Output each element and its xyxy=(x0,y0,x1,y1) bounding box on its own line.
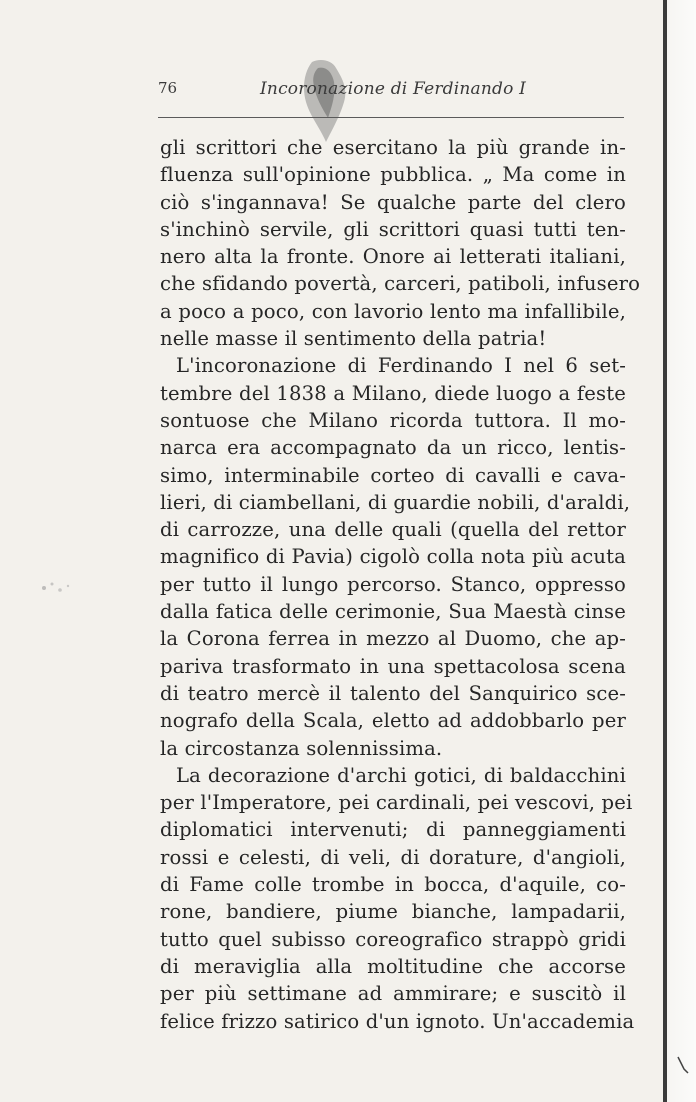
text-line: per tutto il lungo percorso. Stanco, oppresso xyxy=(160,572,626,596)
text-line: nografo della Scala, eletto ad addobbarlo per xyxy=(160,709,626,733)
text-line: di carrozze, una delle quali (quella del rettor xyxy=(160,518,626,542)
binding-edge xyxy=(663,0,696,1102)
body-text xyxy=(160,134,641,1035)
text-line: che sfidando povertà, carceri, patiboli, infusero xyxy=(160,272,641,296)
text-line: di meraviglia alla moltitudine che accorse xyxy=(160,954,626,978)
text-line: felice frizzo satirico d'un ignoto. Un'accademia xyxy=(160,1009,635,1033)
text-line: tutto quel subisso coreografico strappò gridi xyxy=(160,927,626,951)
text-line: di Fame colle trombe in bocca, d'aquile, co- xyxy=(160,873,626,897)
text-line: magnifico di Pavia) cigolò colla nota più acuta xyxy=(160,545,626,569)
paragraph-start-line: L'incoronazione di Ferdinando I nel 6 set- xyxy=(176,354,626,378)
text-line: tembre del 1838 a Milano, diede luogo a feste xyxy=(160,381,626,405)
text-line: nero alta la fronte. Onore ai letterati italiani, xyxy=(160,245,626,269)
page-number: 76 xyxy=(158,79,178,97)
text-line: s'inchinò servile, gli scrittori quasi tutti ten- xyxy=(160,217,626,241)
text-line: lieri, di ciambellani, di guardie nobili, d'araldi, xyxy=(160,490,631,514)
paper-speck xyxy=(32,574,78,600)
header-rule xyxy=(158,117,624,118)
text-line: per l'Imperatore, pei cardinali, pei vescovi, pei xyxy=(160,791,633,815)
text-line: fluenza sull'opinione pubblica. „ Ma come in xyxy=(160,163,626,187)
running-title: Incoronazione di Ferdinando I xyxy=(260,79,527,99)
text-line: nelle masse il sentimento della patria! xyxy=(160,327,547,351)
text-line: diplomatici intervenuti; di panneggiamenti xyxy=(160,818,626,842)
text-line: rossi e celesti, di veli, di dorature, d'angioli, xyxy=(160,845,626,869)
text-line: rone, bandiere, piume bianche, lampadarii, xyxy=(160,900,626,924)
running-header xyxy=(158,76,624,102)
text-line: ciò s'ingannava! Se qualche parte del clero xyxy=(160,190,626,214)
text-line: di teatro mercè il talento del Sanquirico sce- xyxy=(160,681,626,705)
text-line: a poco a poco, con lavorio lento ma infallibile, xyxy=(160,299,626,323)
text-line: per più settimane ad ammirarе; e suscitò il xyxy=(160,982,626,1006)
text-line: sontuose che Milano ricorda tuttora. Il mo- xyxy=(160,408,626,432)
text-line: la circostanza solennissima. xyxy=(160,736,443,760)
page-corner-mark xyxy=(676,1055,690,1075)
text-line: simo, interminabile corteo di cavalli e cava- xyxy=(160,463,626,487)
text-line: narca era accompagnato da un ricco, lentis- xyxy=(160,436,626,460)
text-line: la Corona ferrea in mezzo al Duomo, che ap- xyxy=(160,627,626,651)
text-line: dalla fatica delle cerimonie, Sua Maestà cinse xyxy=(160,600,626,624)
paragraph-start-line: La decorazione d'archi gotici, di baldacchini xyxy=(176,763,626,787)
text-line: pariva trasformato in una spettacolosa scena xyxy=(160,654,626,678)
text-line: gli scrittori che esercitano la più grande in- xyxy=(160,136,626,159)
